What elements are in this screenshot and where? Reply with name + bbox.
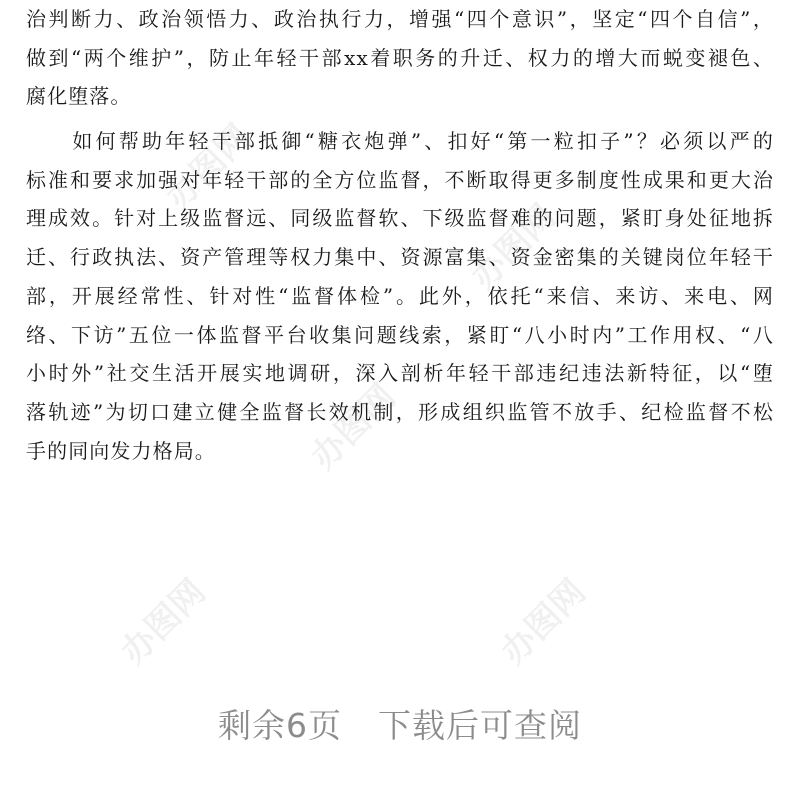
text-line: 治判断力、政治领悟力、政治执行力，增强“四个意识”，坚定“四个自信”， — [26, 7, 774, 31]
download-link[interactable]: 下载后可查阅 — [378, 706, 582, 745]
text-line: 手的同向发力格局。 — [26, 438, 216, 463]
text-line: 络、下访”五位一体监督平台收集问题线索，紧盯“八小时内”工作用权、“八 — [26, 322, 774, 347]
remaining-pages-label[interactable]: 剩余6页 — [218, 706, 342, 745]
paragraph-1 — [26, 0, 774, 116]
text-line: 小时外”社交生活开展实地调研，深入剖析年轻干部违纪违法新特征，以“堕 — [26, 361, 774, 386]
watermark: 办图网 — [463, 196, 564, 298]
watermark: 办图网 — [113, 571, 214, 673]
text-line: 标准和要求加强对年轻干部的全方位监督，不断取得更多制度性成果和更大治 — [26, 167, 774, 192]
text-line: 腐化堕落。 — [26, 84, 132, 109]
paragraph-2 — [26, 122, 774, 470]
text-line: 理成效。针对上级监督远、同级监督软、下级监督难的问题，紧盯身处征地拆 — [26, 206, 774, 231]
watermark: 办图网 — [303, 376, 404, 478]
text-line: 迁、行政执法、资产管理等权力集中、资源富集、资金密集的关键岗位年轻干 — [26, 245, 774, 270]
text-line: 做到“两个维护”，防止年轻干部xx着职务的升迁、权力的增大而蜕变褪色、 — [26, 45, 774, 70]
watermark: 办图网 — [493, 571, 594, 673]
download-prompt[interactable] — [0, 700, 800, 747]
text-line: 部，开展经常性、针对性“监督体检”。此外，依托“来信、来访、来电、网 — [26, 283, 774, 308]
watermark: 办图网 — [158, 116, 259, 218]
text-line: 如何帮助年轻干部抵御“糖衣炮弹”、扣好“第一粒扣子”？必须以严的 — [26, 129, 774, 153]
text-line: 落轨迹”为切口建立健全监督长效机制，形成组织监管不放手、纪检监督不松 — [26, 399, 774, 424]
